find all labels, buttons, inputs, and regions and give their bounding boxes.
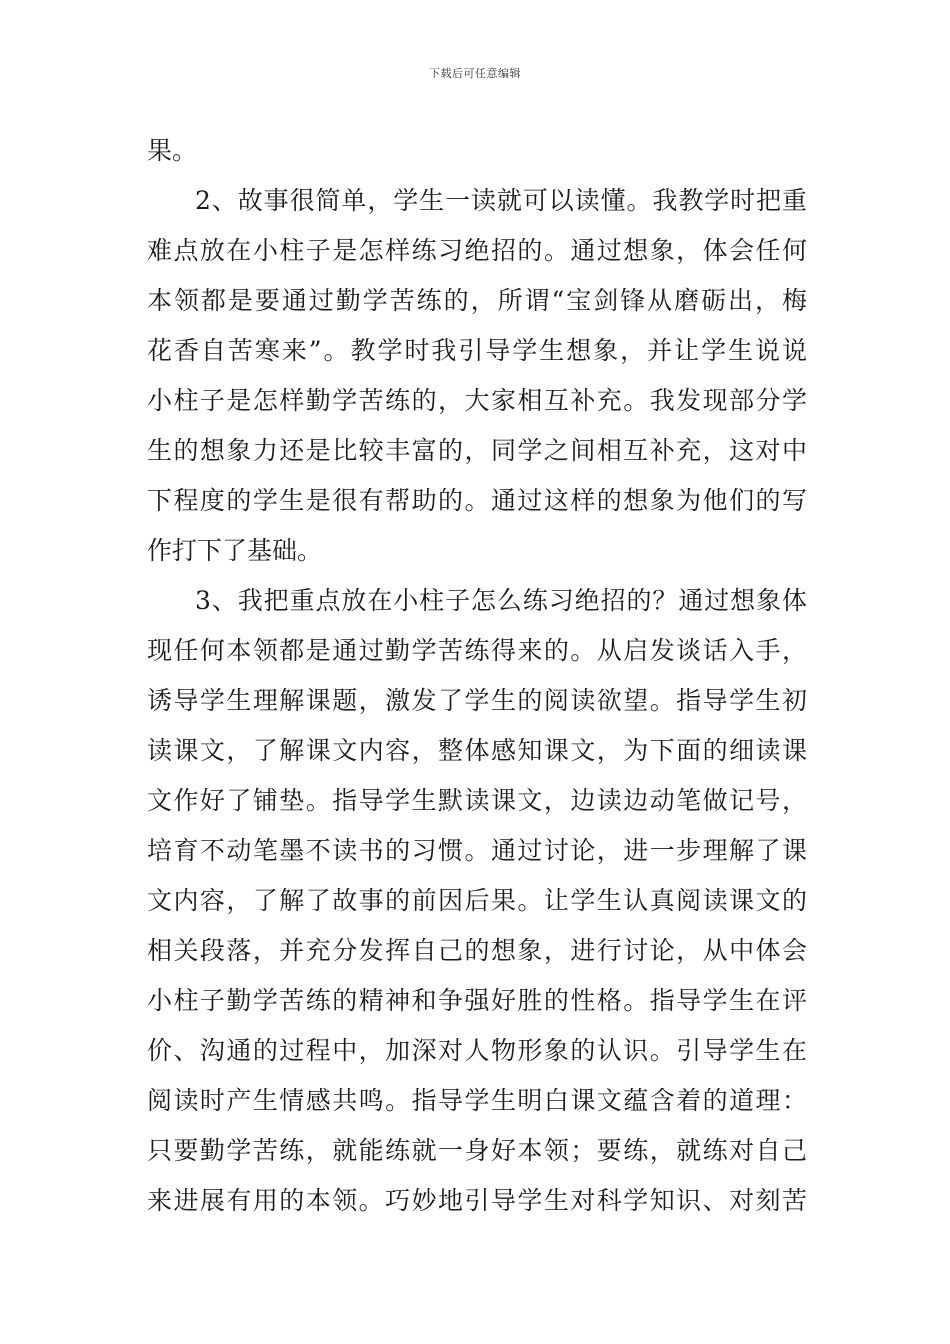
text-line: 花香自苦寒来”。教学时我引导学生想象，并让学生说说 bbox=[147, 336, 807, 365]
text-line: 培育不动笔墨不读书的习惯。通过讨论，进一步理解了课 bbox=[147, 836, 807, 865]
text-line: 文作好了铺垫。指导学生默读课文，边读边动笔做记号， bbox=[147, 786, 807, 815]
text-line: 本领都是要通过勤学苦练的，所谓“宝剑锋从磨砺出，梅 bbox=[147, 286, 807, 315]
text-line: 诱导学生理解课题，激发了学生的阅读欲望。指导学生初 bbox=[147, 686, 807, 715]
text-line: 现任何本领都是通过勤学苦练得来的。从启发谈话入手， bbox=[147, 636, 807, 665]
text-line: 生的想象力还是比较丰富的，同学之间相互补充，这对中 bbox=[147, 436, 807, 465]
text-line: 难点放在小柱子是怎样练习绝招的。通过想象，体会任何 bbox=[147, 236, 807, 265]
text-line: 相关段落，并充分发挥自己的想象，进行讨论，从中体会 bbox=[147, 936, 807, 965]
text-line: 价、沟通的过程中，加深对人物形象的认识。引导学生在 bbox=[147, 1036, 807, 1065]
text-line: 阅读时产生情感共鸣。指导学生明白课文蕴含着的道理： bbox=[147, 1086, 807, 1115]
paragraph-start-line: 2、故事很简单，学生一读就可以读懂。我教学时把重 bbox=[195, 186, 807, 215]
page-header: 下载后可任意编辑 bbox=[429, 67, 521, 80]
text-line: 作打下了基础。 bbox=[147, 536, 323, 565]
text-line: 果。 bbox=[147, 136, 198, 165]
text-line: 只要勤学苦练，就能练就一身好本领；要练，就练对自己 bbox=[147, 1136, 807, 1165]
text-line: 来进展有用的本领。巧妙地引导学生对科学知识、对刻苦 bbox=[147, 1186, 807, 1215]
text-line: 小柱子是怎样勤学苦练的，大家相互补充。我发现部分学 bbox=[147, 386, 807, 415]
document-body bbox=[147, 126, 807, 1226]
text-line: 读课文，了解课文内容，整体感知课文，为下面的细读课 bbox=[147, 736, 807, 765]
text-line: 下程度的学生是很有帮助的。通过这样的想象为他们的写 bbox=[147, 486, 807, 515]
text-line: 文内容，了解了故事的前因后果。让学生认真阅读课文的 bbox=[147, 886, 807, 915]
text-line: 小柱子勤学苦练的精神和争强好胜的性格。指导学生在评 bbox=[147, 986, 807, 1015]
paragraph-start-line: 3、我把重点放在小柱子怎么练习绝招的？通过想象体 bbox=[195, 586, 807, 615]
